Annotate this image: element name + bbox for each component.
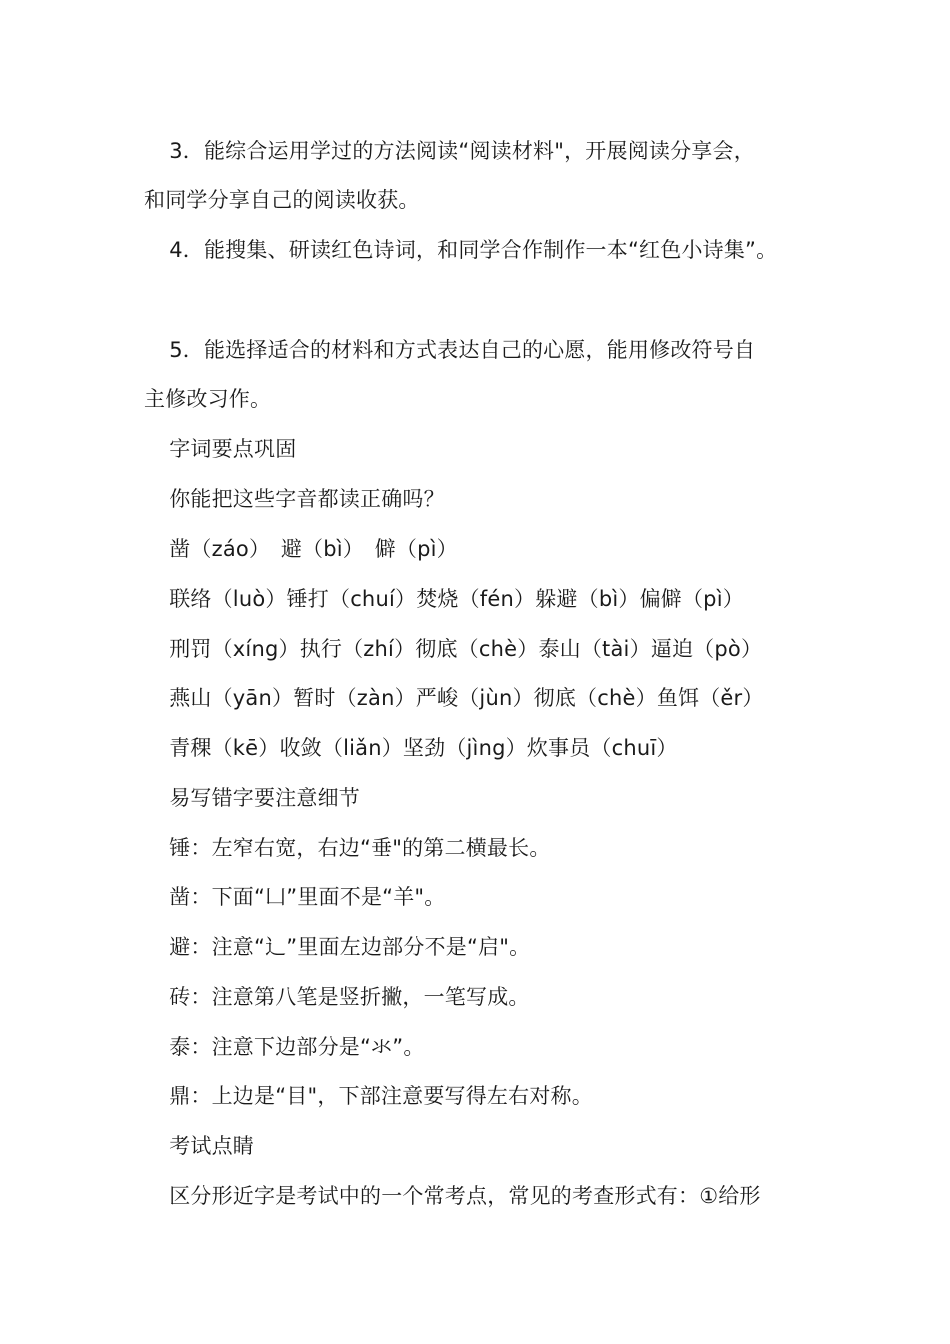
writing-note-ding: 鼎：上边是“目"，下部注意要写得左右对称。	[148, 1084, 593, 1108]
section-heading-exam: 考试点睛	[148, 1134, 254, 1158]
writing-note-tai: 泰：注意下边部分是“氺”。	[148, 1035, 425, 1059]
goal-4-line: 4．能搜集、研读红色诗词，和同学合作制作一本“红色小诗集”。	[148, 238, 778, 262]
goal-5-line-1: 5．能选择适合的材料和方式表达自己的心愿，能用修改符号自	[148, 338, 756, 362]
goal-3-line-2: 和同学分享自己的阅读收获。	[144, 188, 420, 212]
writing-note-zao: 凿：下面“凵”里面不是“羊"。	[148, 885, 446, 909]
pinyin-row-2: 联络（luò）锤打（chuí）焚烧（fén）躲避（bì）偏僻（pì）	[148, 587, 744, 611]
goal-3-line-1: 3．能综合运用学过的方法阅读“阅读材料"，开展阅读分享会，	[148, 139, 755, 163]
writing-note-chui: 锤：左窄右宽，右边“垂"的第二横最长。	[148, 836, 551, 860]
pinyin-row-3: 刑罚（xíng）执行（zhí）彻底（chè）泰山（tài）逼迫（pò）	[148, 637, 763, 661]
pinyin-row-4: 燕山（yān）暂时（zàn）严峻（jùn）彻底（chè）鱼饵（ěr）	[148, 686, 764, 710]
pronunciation-question: 你能把这些字音都读正确吗？	[148, 487, 445, 511]
pinyin-row-1: 凿（záo） 避（bì） 僻（pì）	[148, 537, 458, 561]
pinyin-row-5: 青稞（kē）收敛（liǎn）坚劲（jìng）炊事员（chuī）	[148, 736, 678, 760]
exam-note-line-1: 区分形近字是考试中的一个常考点，常见的考查形式有：①给形	[148, 1184, 761, 1208]
goal-5-line-2: 主修改习作。	[144, 387, 272, 411]
section-heading-vocab: 字词要点巩固	[148, 437, 297, 461]
section-heading-writing: 易写错字要注意细节	[148, 786, 360, 810]
writing-note-zhuan: 砖：注意第八笔是竖折撇，一笔写成。	[148, 985, 530, 1009]
writing-note-bi: 避：注意“辶”里面左边部分不是“启"。	[148, 935, 531, 959]
